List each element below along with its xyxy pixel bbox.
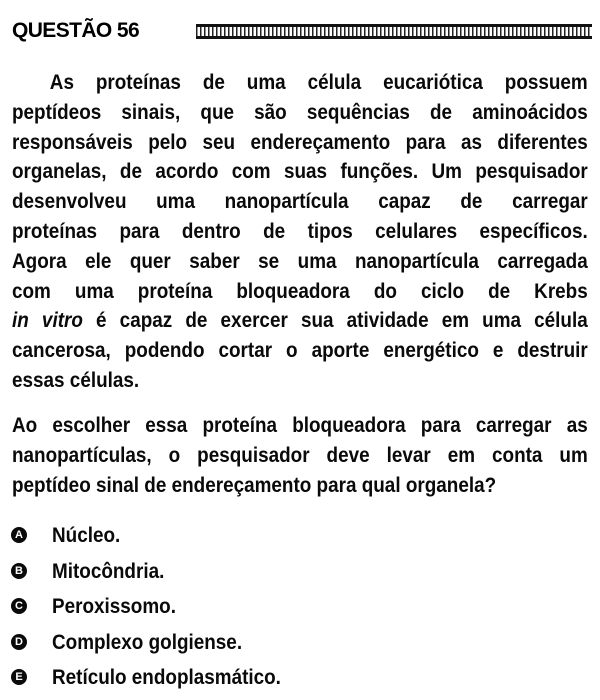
italic-term-in-vitro: in vitro: [12, 308, 83, 333]
option-d[interactable]: [0, 627, 600, 663]
text-line: responsáveis pelo seu endereçamento para as diferentes: [12, 129, 588, 154]
text-line: com uma proteína bloqueadora do ciclo de Krebs: [12, 278, 588, 303]
option-text: Mitocôndria.: [52, 558, 165, 583]
option-letter-circle-icon: E: [11, 669, 27, 685]
text-line: in vitro é capaz de exercer sua atividade em uma célula: [12, 308, 588, 333]
option-letter-circle-icon: D: [11, 634, 27, 650]
text-line: desenvolveu uma nanopartícula capaz de carregar: [12, 189, 588, 214]
option-a[interactable]: [0, 520, 600, 556]
question-stem-paragraph-1: [12, 68, 588, 396]
question-prompt-paragraph: [12, 411, 588, 500]
option-text: Núcleo.: [52, 523, 121, 547]
text-line: peptídeos sinais, que são sequências de aminoácidos: [12, 99, 588, 124]
text-line: proteínas para dentro de tipos celulares específicos.: [12, 218, 588, 243]
option-b[interactable]: [0, 556, 600, 592]
text-line: cancerosa, podendo cortar o aporte energético e destruir: [12, 338, 588, 363]
question-title: QUESTÃO 56: [12, 19, 140, 42]
option-letter-circle-icon: B: [11, 563, 27, 579]
option-letter-circle-icon: A: [11, 527, 27, 543]
option-c[interactable]: [0, 591, 600, 627]
option-text: Peroxissomo.: [52, 594, 176, 618]
text-line: essas células.: [12, 367, 140, 392]
text-line: peptídeo sinal de endereçamento para qual organela?: [12, 472, 497, 497]
text-line: organelas, de acordo com suas funções. Um pesquisador: [12, 159, 588, 184]
text-line: nanopartículas, o pesquisador deve levar em conta um: [12, 442, 588, 467]
option-text: Complexo golgiense.: [52, 629, 243, 654]
text-line: As proteínas de uma célula eucariótica possuem: [49, 70, 588, 94]
answer-options: [0, 520, 600, 698]
option-letter-circle-icon: C: [11, 598, 27, 614]
option-text: Retículo endoplasmático.: [52, 665, 281, 689]
option-e[interactable]: [0, 662, 600, 698]
text-line: Agora ele quer saber se uma nanopartícula carregada: [12, 248, 588, 273]
header-divider: [196, 24, 592, 39]
text-line: Ao escolher essa proteína bloqueadora para carregar as: [12, 413, 588, 437]
